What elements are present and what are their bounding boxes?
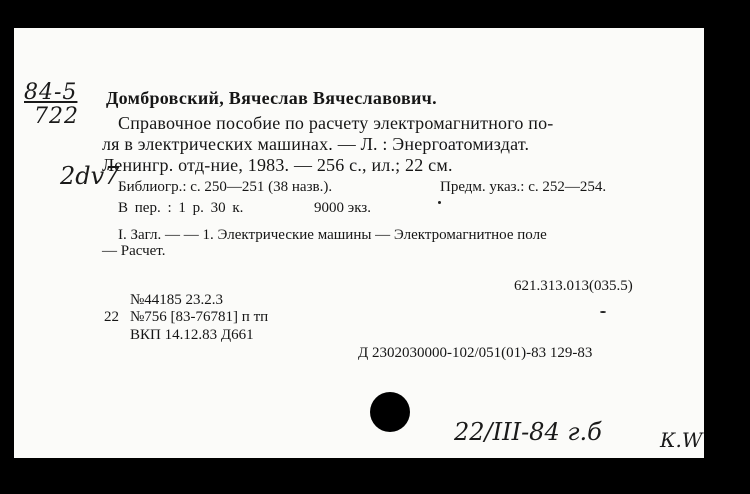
title-line-3: Ленингр. отд-ние, 1983. — 256 с., ил.; 22 см. bbox=[102, 155, 453, 175]
index-note: Предм. указ.: с. 252—254. bbox=[440, 179, 607, 195]
copies-note: 9000 экз. bbox=[314, 200, 371, 216]
registry-prefix: 22 bbox=[104, 309, 119, 325]
registry-line-1: №44185 23.2.3 bbox=[130, 292, 224, 308]
registry-line-2: №756 [83-76781] п тп bbox=[130, 309, 269, 325]
ink-speck bbox=[438, 201, 441, 204]
ink-blot bbox=[370, 392, 410, 432]
subjects-line-2: — Расчет. bbox=[102, 243, 166, 259]
registry-line-3: ВКП 14.12.83 Д661 bbox=[130, 327, 254, 343]
call-number-line1: 84-5 bbox=[24, 80, 78, 105]
udc-code: 621.313.013(035.5) bbox=[514, 278, 633, 294]
bibliography-note: Библиогр.: с. 250—251 (38 назв.). bbox=[118, 179, 333, 195]
ink-speck bbox=[600, 311, 606, 313]
author-heading: Домбровский, Вячеслав Вячеславович. bbox=[106, 88, 437, 108]
handwritten-side-mark: 2dv7 bbox=[60, 162, 120, 190]
handwritten-date: 22/III-84 г.б bbox=[454, 418, 602, 446]
handwritten-initials: К.W bbox=[660, 428, 703, 452]
classification-code: Д 2302030000-102/051(01)-83 129-83 bbox=[358, 345, 593, 361]
catalog-card bbox=[14, 28, 704, 458]
subjects-line-1: I. Загл. — — 1. Электрические машины — Электромагнитное поле bbox=[118, 227, 547, 243]
title-line-2: ля в электрических машинах. — Л. : Энергоатомиздат. bbox=[102, 134, 530, 154]
title-line-1: Справочное пособие по расчету электромагнитного по- bbox=[118, 113, 554, 133]
call-number-line2: 722 bbox=[34, 104, 79, 129]
price-note: В пер. : 1 р. 30 к. bbox=[118, 200, 244, 216]
